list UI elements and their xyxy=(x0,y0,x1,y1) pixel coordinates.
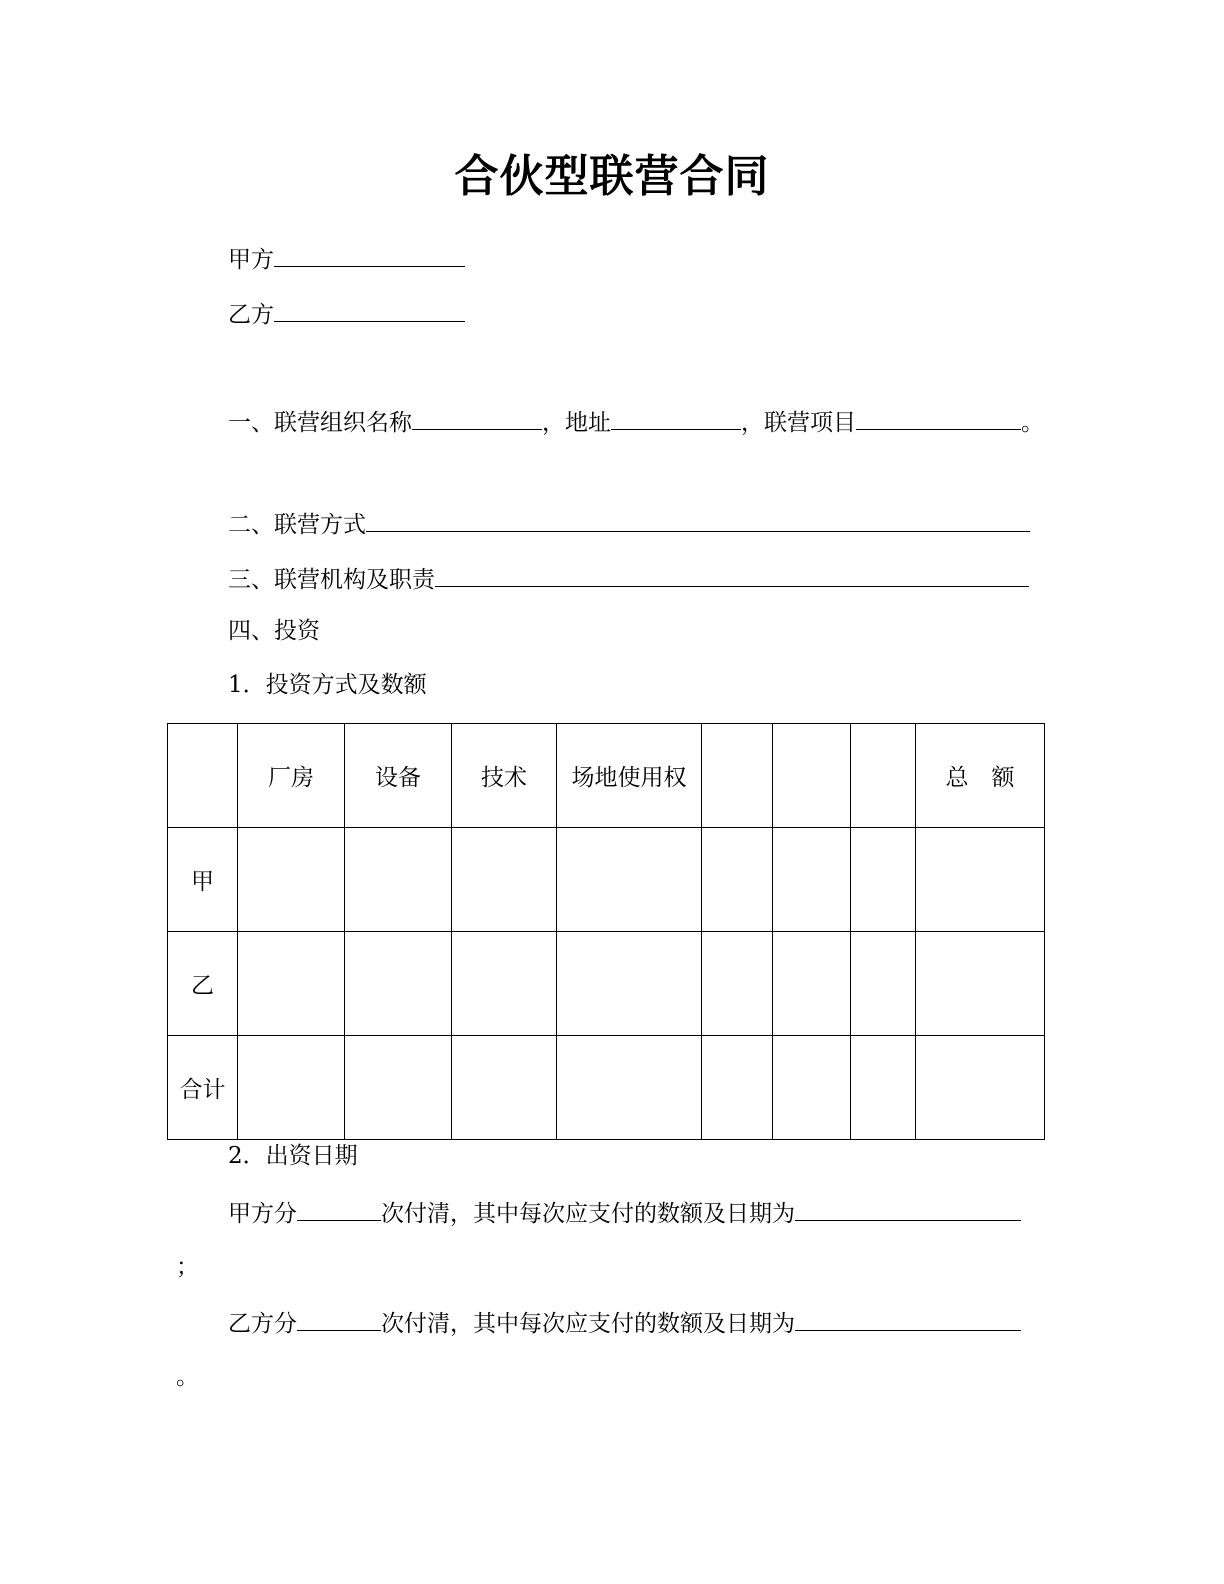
party-b-line xyxy=(228,297,465,330)
header-cell: 总 额 xyxy=(916,724,1045,828)
pay-b-prefix: 乙方分 xyxy=(228,1311,297,1337)
project-label: 联营项目 xyxy=(764,410,856,436)
table-cell[interactable] xyxy=(851,1036,916,1140)
row-label: 合计 xyxy=(168,1036,238,1140)
org-duty-blank[interactable] xyxy=(435,562,1029,587)
party-a-label: 甲方 xyxy=(228,247,274,273)
header-cell xyxy=(851,724,916,828)
header-cell: 设备 xyxy=(345,724,452,828)
table-row xyxy=(168,1036,1045,1140)
section-2-label: 二、联营方式 xyxy=(228,512,366,538)
table-cell[interactable] xyxy=(916,932,1045,1036)
table-cell[interactable] xyxy=(452,1036,557,1140)
row-label: 甲 xyxy=(168,828,238,932)
section-2-line xyxy=(228,507,1030,540)
header-cell xyxy=(168,724,238,828)
party-b-blank[interactable] xyxy=(274,297,465,322)
table-header-row xyxy=(168,724,1045,828)
pay-b-end: 。 xyxy=(176,1364,199,1390)
mode-blank[interactable] xyxy=(366,507,1030,532)
table-cell[interactable] xyxy=(851,828,916,932)
section-1-comma-1: ， xyxy=(542,410,565,436)
table-cell[interactable] xyxy=(916,828,1045,932)
table-cell[interactable] xyxy=(773,932,851,1036)
table-cell[interactable] xyxy=(345,828,452,932)
pay-b-detail-blank[interactable] xyxy=(795,1306,1021,1331)
section-1-line xyxy=(228,405,1044,438)
document-title: 合伙型联营合同 xyxy=(454,151,770,202)
header-cell xyxy=(773,724,851,828)
investment-table xyxy=(167,723,1045,1140)
table-cell[interactable] xyxy=(851,932,916,1036)
pay-a-prefix: 甲方分 xyxy=(228,1201,297,1227)
header-cell: 技术 xyxy=(452,724,557,828)
address-label: 地址 xyxy=(565,410,611,436)
pay-a-detail-blank[interactable] xyxy=(795,1196,1021,1221)
table-cell[interactable] xyxy=(702,1036,773,1140)
item-1-heading: 1．投资方式及数额 xyxy=(228,672,427,698)
section-1-prefix: 一、联营组织名称 xyxy=(228,410,412,436)
table-cell[interactable] xyxy=(345,932,452,1036)
pay-a-middle: 次付清，其中每次应支付的数额及日期为 xyxy=(381,1201,795,1227)
party-b-label: 乙方 xyxy=(228,302,274,328)
row-label: 乙 xyxy=(168,932,238,1036)
table-cell[interactable] xyxy=(557,1036,702,1140)
table-cell[interactable] xyxy=(345,1036,452,1140)
pay-a-line xyxy=(228,1196,1021,1229)
table-cell[interactable] xyxy=(557,828,702,932)
section-3-label: 三、联营机构及职责 xyxy=(228,567,435,593)
table-cell[interactable] xyxy=(773,1036,851,1140)
party-a-blank[interactable] xyxy=(274,242,465,267)
item-2-heading: 2．出资日期 xyxy=(228,1143,358,1169)
header-cell: 场地使用权 xyxy=(557,724,702,828)
section-1-comma-2: ， xyxy=(741,410,764,436)
section-3-line xyxy=(228,562,1029,595)
table-cell[interactable] xyxy=(702,828,773,932)
table-row xyxy=(168,828,1045,932)
table-cell[interactable] xyxy=(557,932,702,1036)
pay-b-middle: 次付清，其中每次应支付的数额及日期为 xyxy=(381,1311,795,1337)
header-cell: 厂房 xyxy=(238,724,345,828)
address-blank[interactable] xyxy=(611,405,741,430)
org-name-blank[interactable] xyxy=(412,405,542,430)
pay-a-end: ； xyxy=(176,1254,199,1280)
pay-b-line xyxy=(228,1306,1021,1339)
header-cell xyxy=(702,724,773,828)
pay-a-times-blank[interactable] xyxy=(297,1196,381,1221)
table-cell[interactable] xyxy=(452,828,557,932)
project-blank[interactable] xyxy=(856,405,1021,430)
table-row xyxy=(168,932,1045,1036)
table-cell[interactable] xyxy=(238,932,345,1036)
table-cell[interactable] xyxy=(238,1036,345,1140)
table-cell[interactable] xyxy=(238,828,345,932)
pay-b-times-blank[interactable] xyxy=(297,1306,381,1331)
section-1-end: 。 xyxy=(1021,410,1044,436)
table-cell[interactable] xyxy=(773,828,851,932)
table-cell[interactable] xyxy=(452,932,557,1036)
section-4-heading: 四、投资 xyxy=(228,618,320,644)
table-cell[interactable] xyxy=(702,932,773,1036)
table-cell[interactable] xyxy=(916,1036,1045,1140)
party-a-line xyxy=(228,242,465,275)
